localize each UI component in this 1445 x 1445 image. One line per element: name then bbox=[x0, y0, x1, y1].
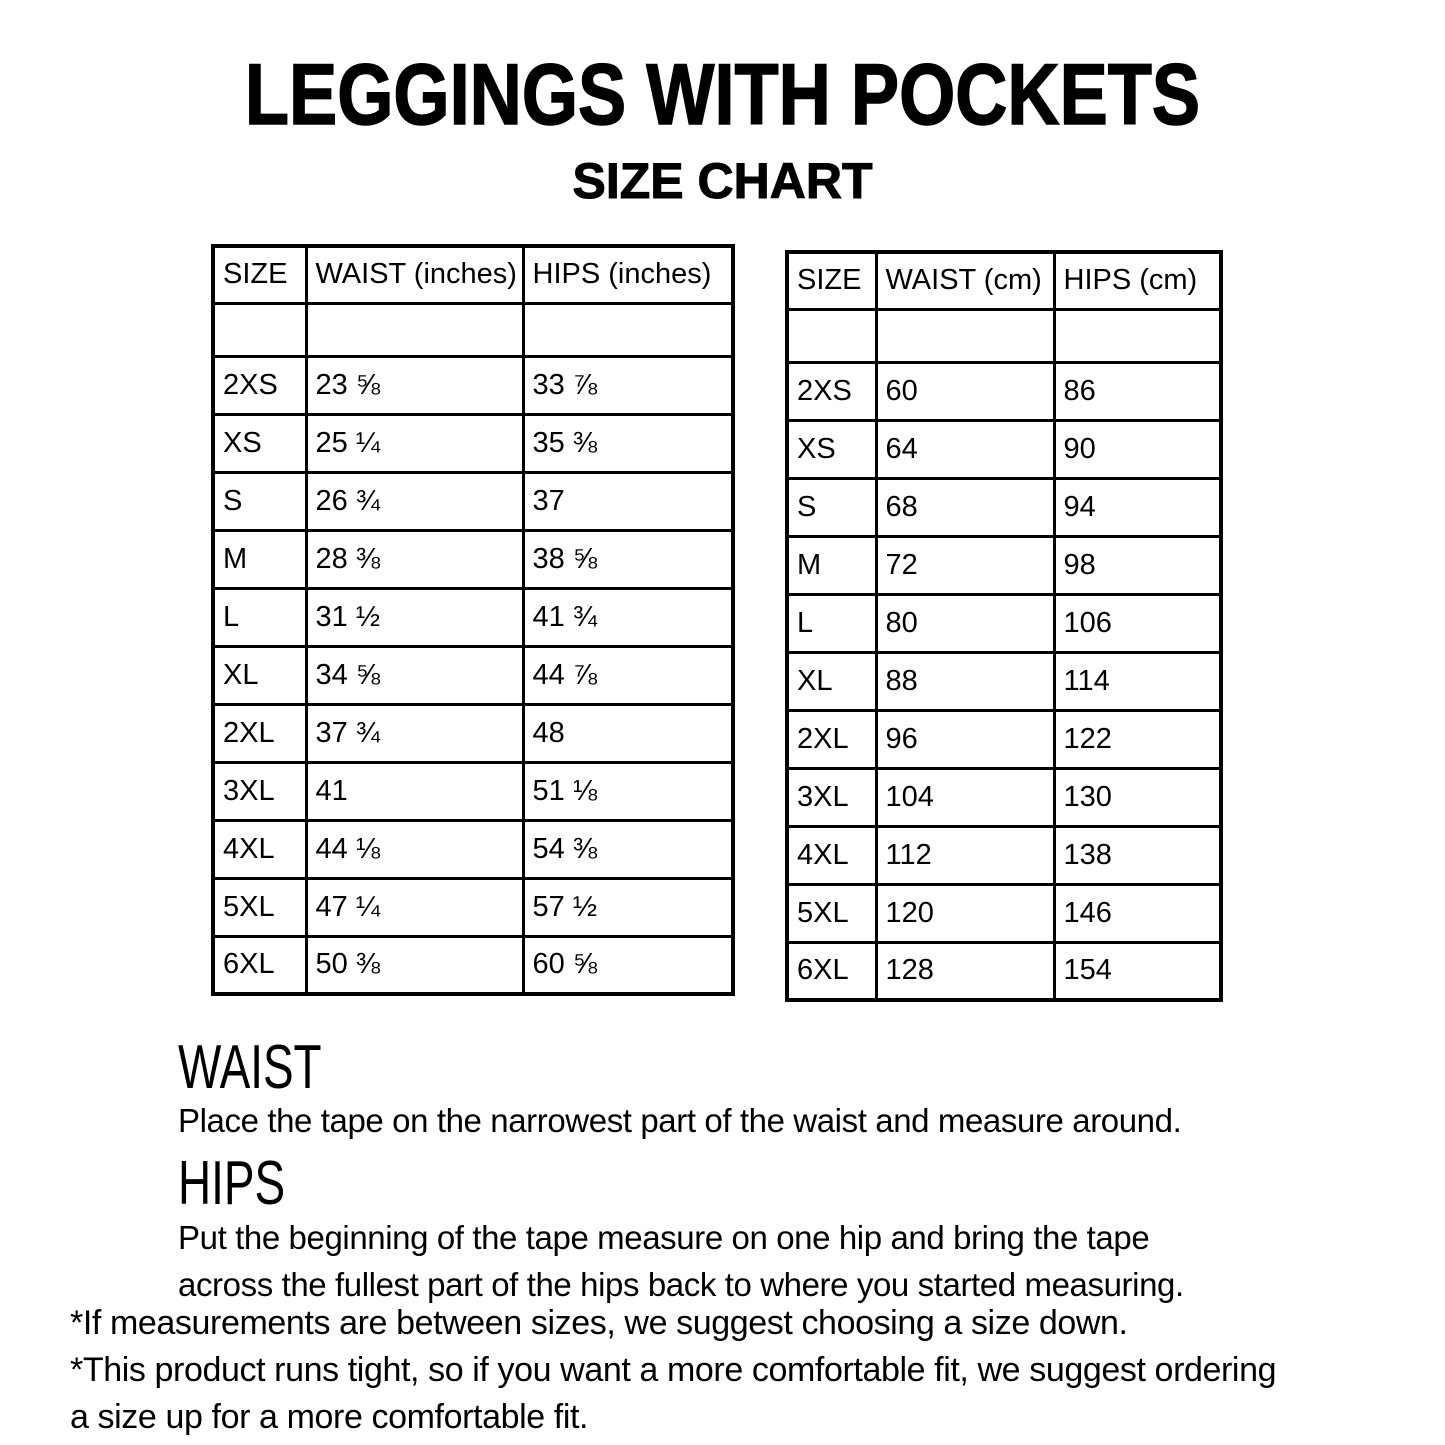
footnote-line-1: *If measurements are between sizes, we suggest choosing a size down. bbox=[70, 1304, 1128, 1342]
table-cell: 41 ¾ bbox=[523, 588, 733, 646]
table-cell: 112 bbox=[876, 826, 1054, 884]
table-row bbox=[213, 588, 733, 646]
empty-cell bbox=[787, 309, 876, 362]
table-cell: 64 bbox=[876, 420, 1054, 478]
table-cell: XS bbox=[213, 414, 306, 472]
table-row bbox=[213, 762, 733, 820]
table-cell: 114 bbox=[1054, 652, 1221, 710]
table-row bbox=[787, 362, 1221, 420]
table-row bbox=[213, 472, 733, 530]
inches-table-body bbox=[213, 356, 733, 994]
page-subtitle: SIZE CHART bbox=[572, 153, 873, 209]
table-cell: 50 ⅜ bbox=[306, 936, 523, 994]
hips-section-heading: HIPS bbox=[178, 1149, 286, 1218]
table-cell: 5XL bbox=[213, 878, 306, 936]
table-cell: 72 bbox=[876, 536, 1054, 594]
spacer-row bbox=[213, 303, 733, 356]
table-cell: 86 bbox=[1054, 362, 1221, 420]
table-cell: 57 ½ bbox=[523, 878, 733, 936]
spacer-row bbox=[787, 309, 1221, 362]
table-cell: 44 ⅛ bbox=[306, 820, 523, 878]
table-cell: 35 ⅜ bbox=[523, 414, 733, 472]
table-cell: 48 bbox=[523, 704, 733, 762]
table-cell: 6XL bbox=[787, 942, 876, 1000]
column-header-hips-inches: HIPS (inches) bbox=[523, 246, 733, 303]
size-table-inches bbox=[211, 244, 735, 996]
hips-text-line-2: across the fullest part of the hips back to where you started measuring. bbox=[178, 1266, 1184, 1303]
table-cell: 33 ⅞ bbox=[523, 356, 733, 414]
table-cell: M bbox=[787, 536, 876, 594]
table-cell: 98 bbox=[1054, 536, 1221, 594]
hips-section-text bbox=[178, 1214, 1184, 1308]
table-cell: 3XL bbox=[787, 768, 876, 826]
waist-section-text: Place the tape on the narrowest part of the waist and measure around. bbox=[178, 1102, 1182, 1139]
table-header-row bbox=[787, 252, 1221, 309]
table-cell: 28 ⅜ bbox=[306, 530, 523, 588]
empty-cell bbox=[876, 309, 1054, 362]
table-cell: 146 bbox=[1054, 884, 1221, 942]
table-row bbox=[787, 826, 1221, 884]
table-cell: 2XL bbox=[787, 710, 876, 768]
column-header-size: SIZE bbox=[213, 246, 306, 303]
table-row bbox=[787, 594, 1221, 652]
table-cell: 128 bbox=[876, 942, 1054, 1000]
table-cell: 5XL bbox=[787, 884, 876, 942]
cm-table-body bbox=[787, 362, 1221, 1000]
table-cell: 2XS bbox=[787, 362, 876, 420]
table-cell: 106 bbox=[1054, 594, 1221, 652]
waist-section-heading: WAIST bbox=[178, 1033, 322, 1102]
table-cell: 2XL bbox=[213, 704, 306, 762]
table-row bbox=[213, 704, 733, 762]
table-cell: 44 ⅞ bbox=[523, 646, 733, 704]
page-title: LEGGINGS WITH POCKETS bbox=[244, 47, 1201, 143]
table-cell: 130 bbox=[1054, 768, 1221, 826]
empty-cell bbox=[306, 303, 523, 356]
table-row bbox=[213, 414, 733, 472]
table-row bbox=[787, 478, 1221, 536]
table-cell: S bbox=[787, 478, 876, 536]
table-cell: 31 ½ bbox=[306, 588, 523, 646]
table-cell: 154 bbox=[1054, 942, 1221, 1000]
table-row bbox=[213, 878, 733, 936]
table-header-row bbox=[213, 246, 733, 303]
size-table-cm bbox=[785, 250, 1223, 1002]
table-cell: 2XS bbox=[213, 356, 306, 414]
table-cell: 120 bbox=[876, 884, 1054, 942]
empty-cell bbox=[523, 303, 733, 356]
table-cell: 6XL bbox=[213, 936, 306, 994]
table-cell: M bbox=[213, 530, 306, 588]
empty-cell bbox=[1054, 309, 1221, 362]
table-cell: 122 bbox=[1054, 710, 1221, 768]
footnotes bbox=[70, 1300, 1276, 1441]
table-cell: 25 ¼ bbox=[306, 414, 523, 472]
table-cell: 26 ¾ bbox=[306, 472, 523, 530]
table-cell: 34 ⅝ bbox=[306, 646, 523, 704]
table-cell: L bbox=[213, 588, 306, 646]
table-cell: XS bbox=[787, 420, 876, 478]
hips-text-line-1: Put the beginning of the tape measure on one hip and bring the tape bbox=[178, 1219, 1150, 1256]
table-cell: S bbox=[213, 472, 306, 530]
table-cell: XL bbox=[213, 646, 306, 704]
table-cell: 38 ⅝ bbox=[523, 530, 733, 588]
table-row bbox=[787, 768, 1221, 826]
table-row bbox=[787, 420, 1221, 478]
footnote-line-2: *This product runs tight, so if you want a more comfortable fit, we suggest ordering bbox=[70, 1351, 1277, 1389]
table-cell: 88 bbox=[876, 652, 1054, 710]
table-cell: 37 bbox=[523, 472, 733, 530]
table-row bbox=[787, 942, 1221, 1000]
table-cell: 3XL bbox=[213, 762, 306, 820]
table-row bbox=[787, 710, 1221, 768]
table-cell: 4XL bbox=[213, 820, 306, 878]
table-row bbox=[213, 530, 733, 588]
table-cell: 41 bbox=[306, 762, 523, 820]
table-cell: 96 bbox=[876, 710, 1054, 768]
table-cell: L bbox=[787, 594, 876, 652]
table-row bbox=[787, 884, 1221, 942]
table-cell: 23 ⅝ bbox=[306, 356, 523, 414]
table-row bbox=[213, 356, 733, 414]
column-header-waist-cm: WAIST (cm) bbox=[876, 252, 1054, 309]
column-header-hips-cm: HIPS (cm) bbox=[1054, 252, 1221, 309]
table-row bbox=[787, 536, 1221, 594]
footnote-line-3: a size up for a more comfortable fit. bbox=[70, 1398, 589, 1436]
table-row bbox=[213, 646, 733, 704]
table-cell: 138 bbox=[1054, 826, 1221, 884]
column-header-size: SIZE bbox=[787, 252, 876, 309]
table-cell: 51 ⅛ bbox=[523, 762, 733, 820]
table-cell: 94 bbox=[1054, 478, 1221, 536]
table-cell: 60 ⅝ bbox=[523, 936, 733, 994]
table-cell: 54 ⅜ bbox=[523, 820, 733, 878]
table-cell: 4XL bbox=[787, 826, 876, 884]
table-row bbox=[787, 652, 1221, 710]
empty-cell bbox=[213, 303, 306, 356]
column-header-waist-inches: WAIST (inches) bbox=[306, 246, 523, 303]
table-row bbox=[213, 936, 733, 994]
table-cell: 47 ¼ bbox=[306, 878, 523, 936]
table-cell: 104 bbox=[876, 768, 1054, 826]
table-cell: 68 bbox=[876, 478, 1054, 536]
table-cell: 60 bbox=[876, 362, 1054, 420]
table-cell: 37 ¾ bbox=[306, 704, 523, 762]
table-cell: 80 bbox=[876, 594, 1054, 652]
table-cell: 90 bbox=[1054, 420, 1221, 478]
table-row bbox=[213, 820, 733, 878]
table-cell: XL bbox=[787, 652, 876, 710]
